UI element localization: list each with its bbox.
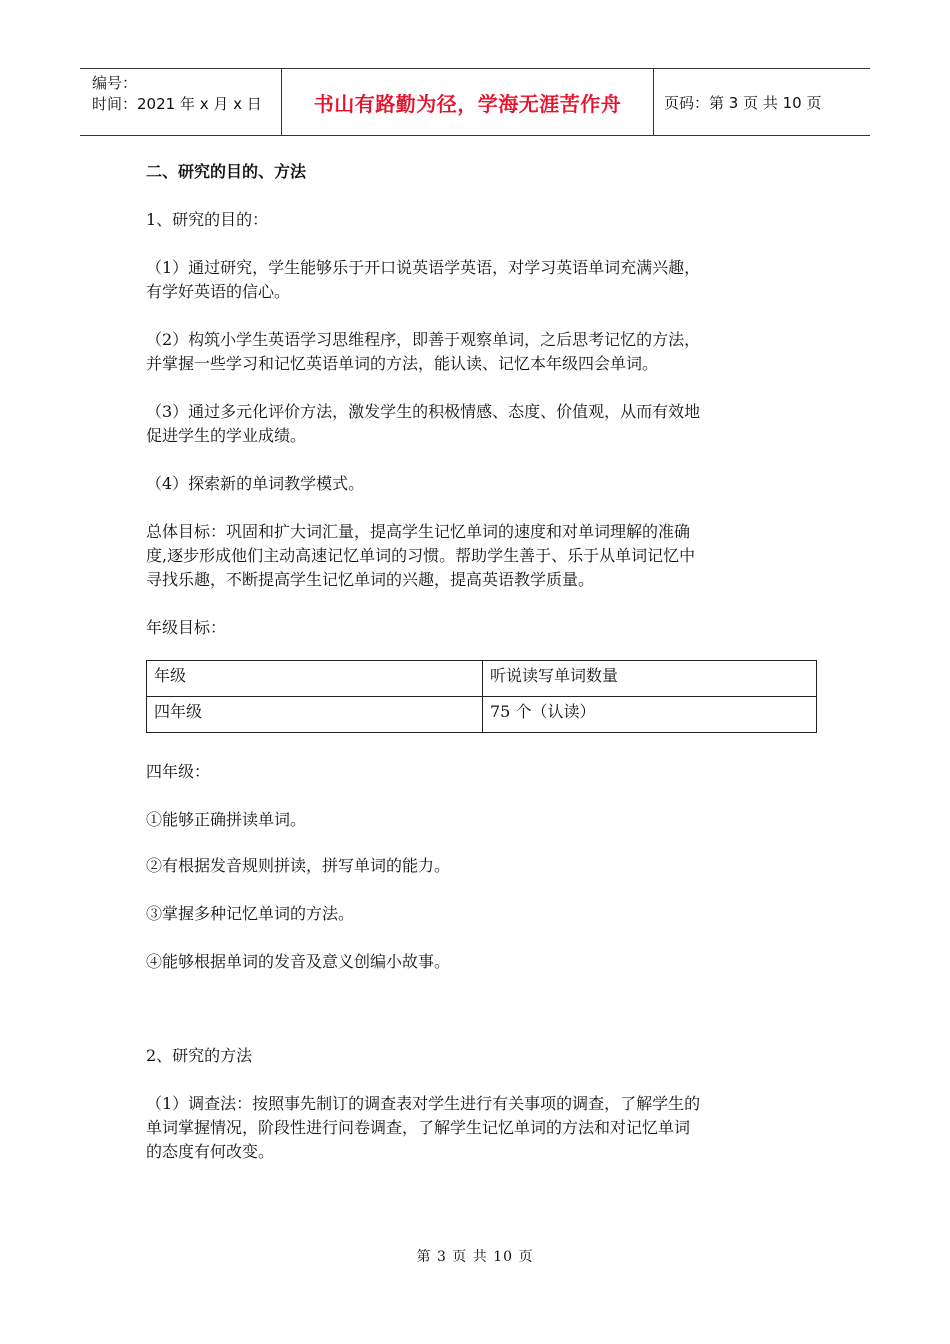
purpose-heading: 1、研究的目的： — [146, 210, 269, 229]
purpose-item-3-line-1: （3）通过多元化评价方法，激发学生的积极情感、态度、价值观，从而有效地 — [146, 402, 701, 421]
method-item-1-line-2: 单词掌握情况，阶段性进行问卷调查，了解学生记忆单词的方法和对记忆单词 — [146, 1118, 691, 1137]
table-header-row — [147, 661, 817, 697]
table-cell-grade: 四年级 — [147, 697, 483, 733]
grade-goal-table — [146, 660, 817, 733]
purpose-item-2-line-1: （2）构筑小学生英语学习思维程序，即善于观察单词，之后思考记忆的方法， — [146, 330, 701, 349]
purpose-item-2-line-2: 并掌握一些学习和记忆英语单词的方法，能认读、记忆本年级四会单词。 — [146, 354, 659, 373]
table-header-grade: 年级 — [147, 661, 483, 697]
grade-four-item-1: ①能够正确拼读单词。 — [146, 810, 307, 829]
grade-four-label: 四年级： — [146, 762, 211, 781]
grade-four-item-3: ③掌握多种记忆单词的方法。 — [146, 904, 355, 923]
grade-four-item-2: ②有根据发音规则拼读，拼写单词的能力。 — [146, 856, 451, 875]
purpose-item-3-line-2: 促进学生的学业成绩。 — [146, 426, 307, 445]
header-motto: 书山有路勤为径，学海无涯苦作舟 — [282, 69, 654, 135]
method-item-1-line-3: 的态度有何改变。 — [146, 1142, 275, 1161]
purpose-item-1-line-1: （1）通过研究，学生能够乐于开口说英语学英语，对学习英语单词充满兴趣， — [146, 258, 701, 277]
overall-goal-line-3: 寻找乐趣，不断提高学生记忆单词的兴趣，提高英语教学质量。 — [146, 570, 595, 589]
purpose-item-4: （4）探索新的单词教学模式。 — [146, 474, 365, 493]
table-header-word-count: 听说读写单词数量 — [483, 661, 817, 697]
section-title: 二、研究的目的、方法 — [146, 162, 307, 181]
purpose-item-1-line-2: 有学好英语的信心。 — [146, 282, 291, 301]
table-cell-word-count: 75 个（认读） — [483, 697, 817, 733]
header-meta — [80, 69, 282, 135]
page-footer: 第 3 页 共 10 页 — [416, 1249, 534, 1265]
method-item-1-line-1: （1）调查法：按照事先制订的调查表对学生进行有关事项的调查，了解学生的 — [146, 1094, 701, 1113]
document-number-label: 编号： — [92, 74, 138, 92]
overall-goal-line-1: 总体目标：巩固和扩大词汇量，提高学生记忆单词的速度和对单词理解的准确 — [146, 522, 691, 541]
page-header — [80, 68, 870, 136]
document-date: 时间：2021 年 x 月 x 日 — [92, 95, 262, 113]
table-row — [147, 697, 817, 733]
grade-goal-label: 年级目标： — [146, 618, 227, 637]
method-heading: 2、研究的方法 — [146, 1046, 253, 1065]
grade-four-item-4: ④能够根据单词的发音及意义创编小故事。 — [146, 952, 451, 971]
overall-goal-line-2: 度,逐步形成他们主动高速记忆单词的习惯。帮助学生善于、乐于从单词记忆中 — [146, 546, 696, 565]
header-page-info: 页码：第 3 页 共 10 页 — [664, 93, 822, 112]
